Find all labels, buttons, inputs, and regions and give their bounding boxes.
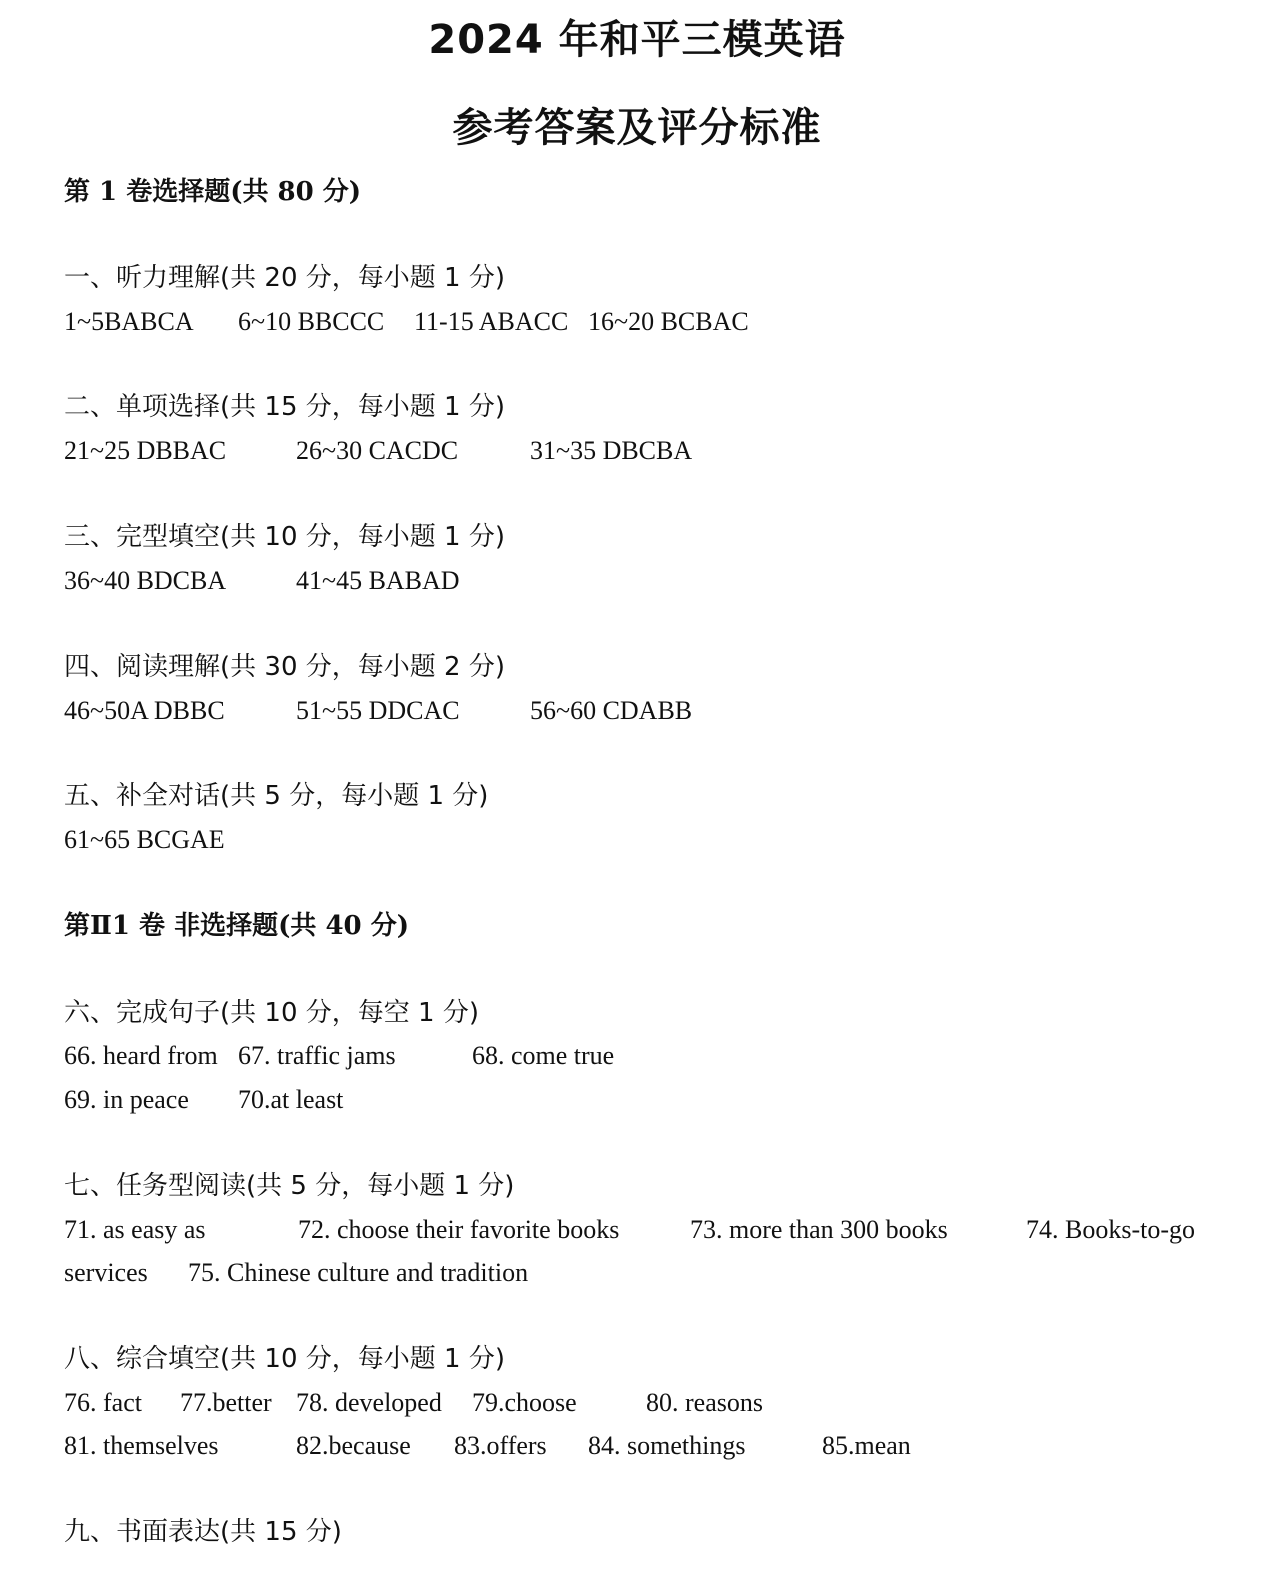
answer-item: 83.offers	[454, 1431, 547, 1460]
answer-item: 84. somethings	[588, 1431, 746, 1460]
answer-item: 31~35 DBCBA	[530, 436, 693, 465]
answer-item: 66. heard from	[64, 1041, 218, 1070]
answer-item: 46~50A DBBC	[64, 696, 225, 725]
answer-item: 56~60 CDABB	[530, 696, 693, 725]
answer-item: 78. developed	[296, 1388, 442, 1417]
answer-item: 51~55 DDCAC	[296, 696, 460, 725]
answer-item: 41~45 BABAD	[296, 566, 460, 595]
answer-item: 77.better	[180, 1388, 272, 1417]
section-heading-writing: 九、书面表达(共 15 分)	[64, 1517, 342, 1547]
answer-item: services	[64, 1258, 148, 1287]
answer-item: 1~5BABCA	[64, 307, 194, 336]
answer-item: 72. choose their favorite books	[298, 1215, 620, 1244]
part1-heading: 第 1 卷选择题(共 80 分)	[64, 177, 362, 207]
answer-item: 70.at least	[238, 1085, 344, 1114]
answer-item: 26~30 CACDC	[296, 436, 459, 465]
answer-item: 69. in peace	[64, 1085, 189, 1114]
answer-item: 74. Books-to-go	[1026, 1215, 1195, 1244]
answer-item: 82.because	[296, 1431, 411, 1460]
section-heading-cloze: 三、完型填空(共 10 分，每小题 1 分)	[64, 522, 505, 552]
answer-item: 67. traffic jams	[238, 1041, 396, 1070]
answer-item: 81. themselves	[64, 1431, 219, 1460]
answer-item: 36~40 BDCBA	[64, 566, 227, 595]
answer-item: 11-15 ABACC	[414, 307, 569, 336]
section-heading-dialogue: 五、补全对话(共 5 分，每小题 1 分)	[64, 781, 489, 811]
part2-heading: 第Ⅱ1 卷 非选择题(共 40 分)	[64, 911, 409, 941]
answer-item: 75. Chinese culture and tradition	[188, 1258, 529, 1287]
section-heading-task-reading: 七、任务型阅读(共 5 分，每小题 1 分)	[64, 1171, 515, 1201]
answer-item: 6~10 BBCCC	[238, 307, 385, 336]
document-title: 2024 年和平三模英语	[428, 17, 846, 63]
section-heading-reading: 四、阅读理解(共 30 分，每小题 2 分)	[64, 652, 505, 682]
answer-item: 16~20 BCBAC	[588, 307, 749, 336]
answer-item: 73. more than 300 books	[690, 1215, 948, 1244]
answer-item: 79.choose	[472, 1388, 577, 1417]
answer-item: 85.mean	[822, 1431, 911, 1460]
answer-item: 21~25 DBBAC	[64, 436, 227, 465]
section-heading-listening: 一、听力理解(共 20 分，每小题 1 分)	[64, 263, 505, 293]
section-heading-sentences: 六、完成句子(共 10 分，每空 1 分)	[64, 998, 479, 1028]
answer-item: 71. as easy as	[64, 1215, 206, 1244]
answer-item: 80. reasons	[646, 1388, 763, 1417]
document-subtitle: 参考答案及评分标准	[452, 105, 822, 151]
answer-item: 68. come true	[472, 1041, 615, 1070]
answer-item: 76. fact	[64, 1388, 142, 1417]
section-heading-fill-in: 八、综合填空(共 10 分，每小题 1 分)	[64, 1344, 505, 1374]
section-heading-single-choice: 二、单项选择(共 15 分，每小题 1 分)	[64, 392, 505, 422]
answer-item: 61~65 BCGAE	[64, 825, 225, 854]
